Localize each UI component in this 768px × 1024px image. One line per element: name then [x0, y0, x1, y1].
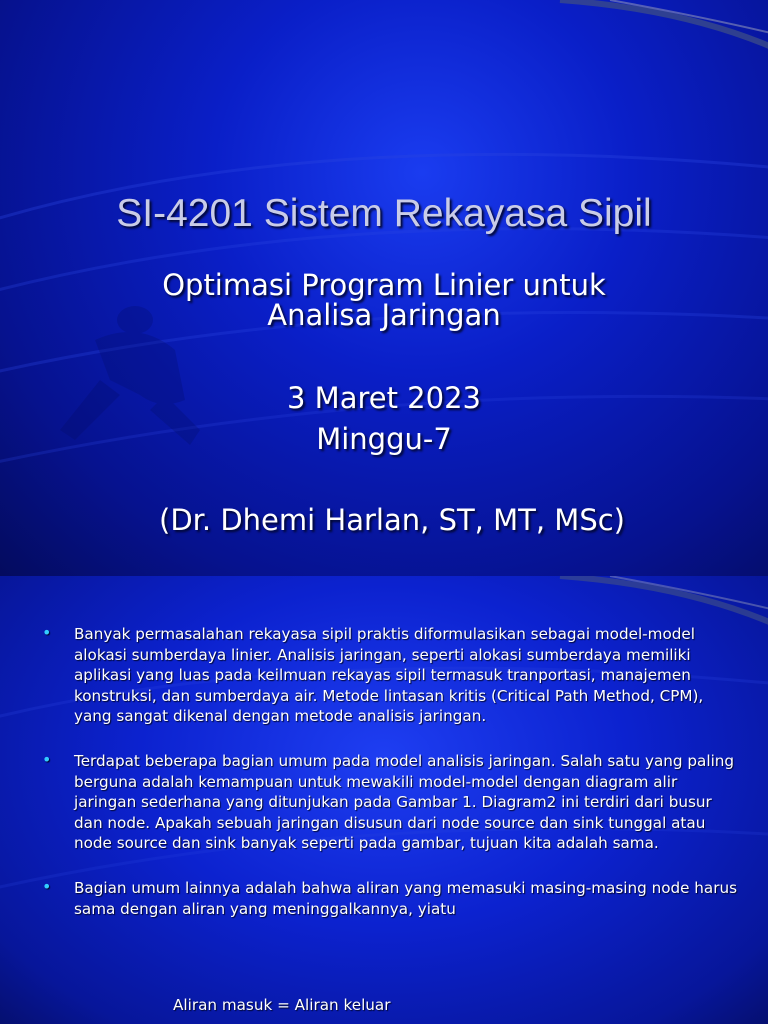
bullet-text: Bagian umum lainnya adalah bahwa aliran yang memasuki masing-masing node harus sama dengan aliran yang meninggalkannya, yiatu [74, 878, 738, 918]
flow-equation: Aliran masuk = Aliran keluar [173, 996, 391, 1014]
subtitle [0, 270, 768, 330]
bullet-item [40, 878, 740, 919]
bullet-item [40, 751, 740, 854]
bullet-list [40, 624, 740, 943]
lecture-date: 3 Maret 2023 [287, 381, 481, 415]
bullet-text: Terdapat beberapa bagian umum pada model analisis jaringan. Salah satu yang paling berguna adalah kemampuan untuk mewakili model-model dengan diagram alir jaringan sederhana yang ditunjukan pada Gambar 1. Diagram2 ini terdiri dari busur dan node. Apakah sebuah jaringan disusun dari node source dan sink tunggal atau node source dan sink banyak seperti pada gambar, tujuan kita adalah sama. [74, 751, 735, 853]
slide-title: SI-4201 Sistem Rekayasa Sipil [116, 192, 652, 235]
bullet-text: Banyak permasalahan rekayasa sipil praktis diformulasikan sebagai model-model alokasi sumberdaya linier. Analisis jaringan, seperti alokasi sumberdaya memiliki aplikasi yang luas pada keilmuan rekayas sipil termasuk tranportasi, manajemen konstruksi, dan sumberdaya air. Metode lintasan kritis (Critical Path Method, CPM), yang sangat dikenal dengan metode analisis jaringan. [74, 625, 704, 726]
author: (Dr. Dhemi Harlan, ST, MT, MSc) [159, 503, 625, 537]
bullet-dot-icon: • [42, 749, 52, 769]
bullet-dot-icon: • [42, 876, 52, 896]
bullet-dot-icon: • [42, 623, 52, 642]
lecture-week: Minggu-7 [316, 422, 452, 456]
subtitle-line-1: Optimasi Program Linier untuk [162, 268, 606, 302]
subtitle-line-2: Analisa Jaringan [267, 298, 501, 332]
bullet-item [40, 624, 740, 727]
